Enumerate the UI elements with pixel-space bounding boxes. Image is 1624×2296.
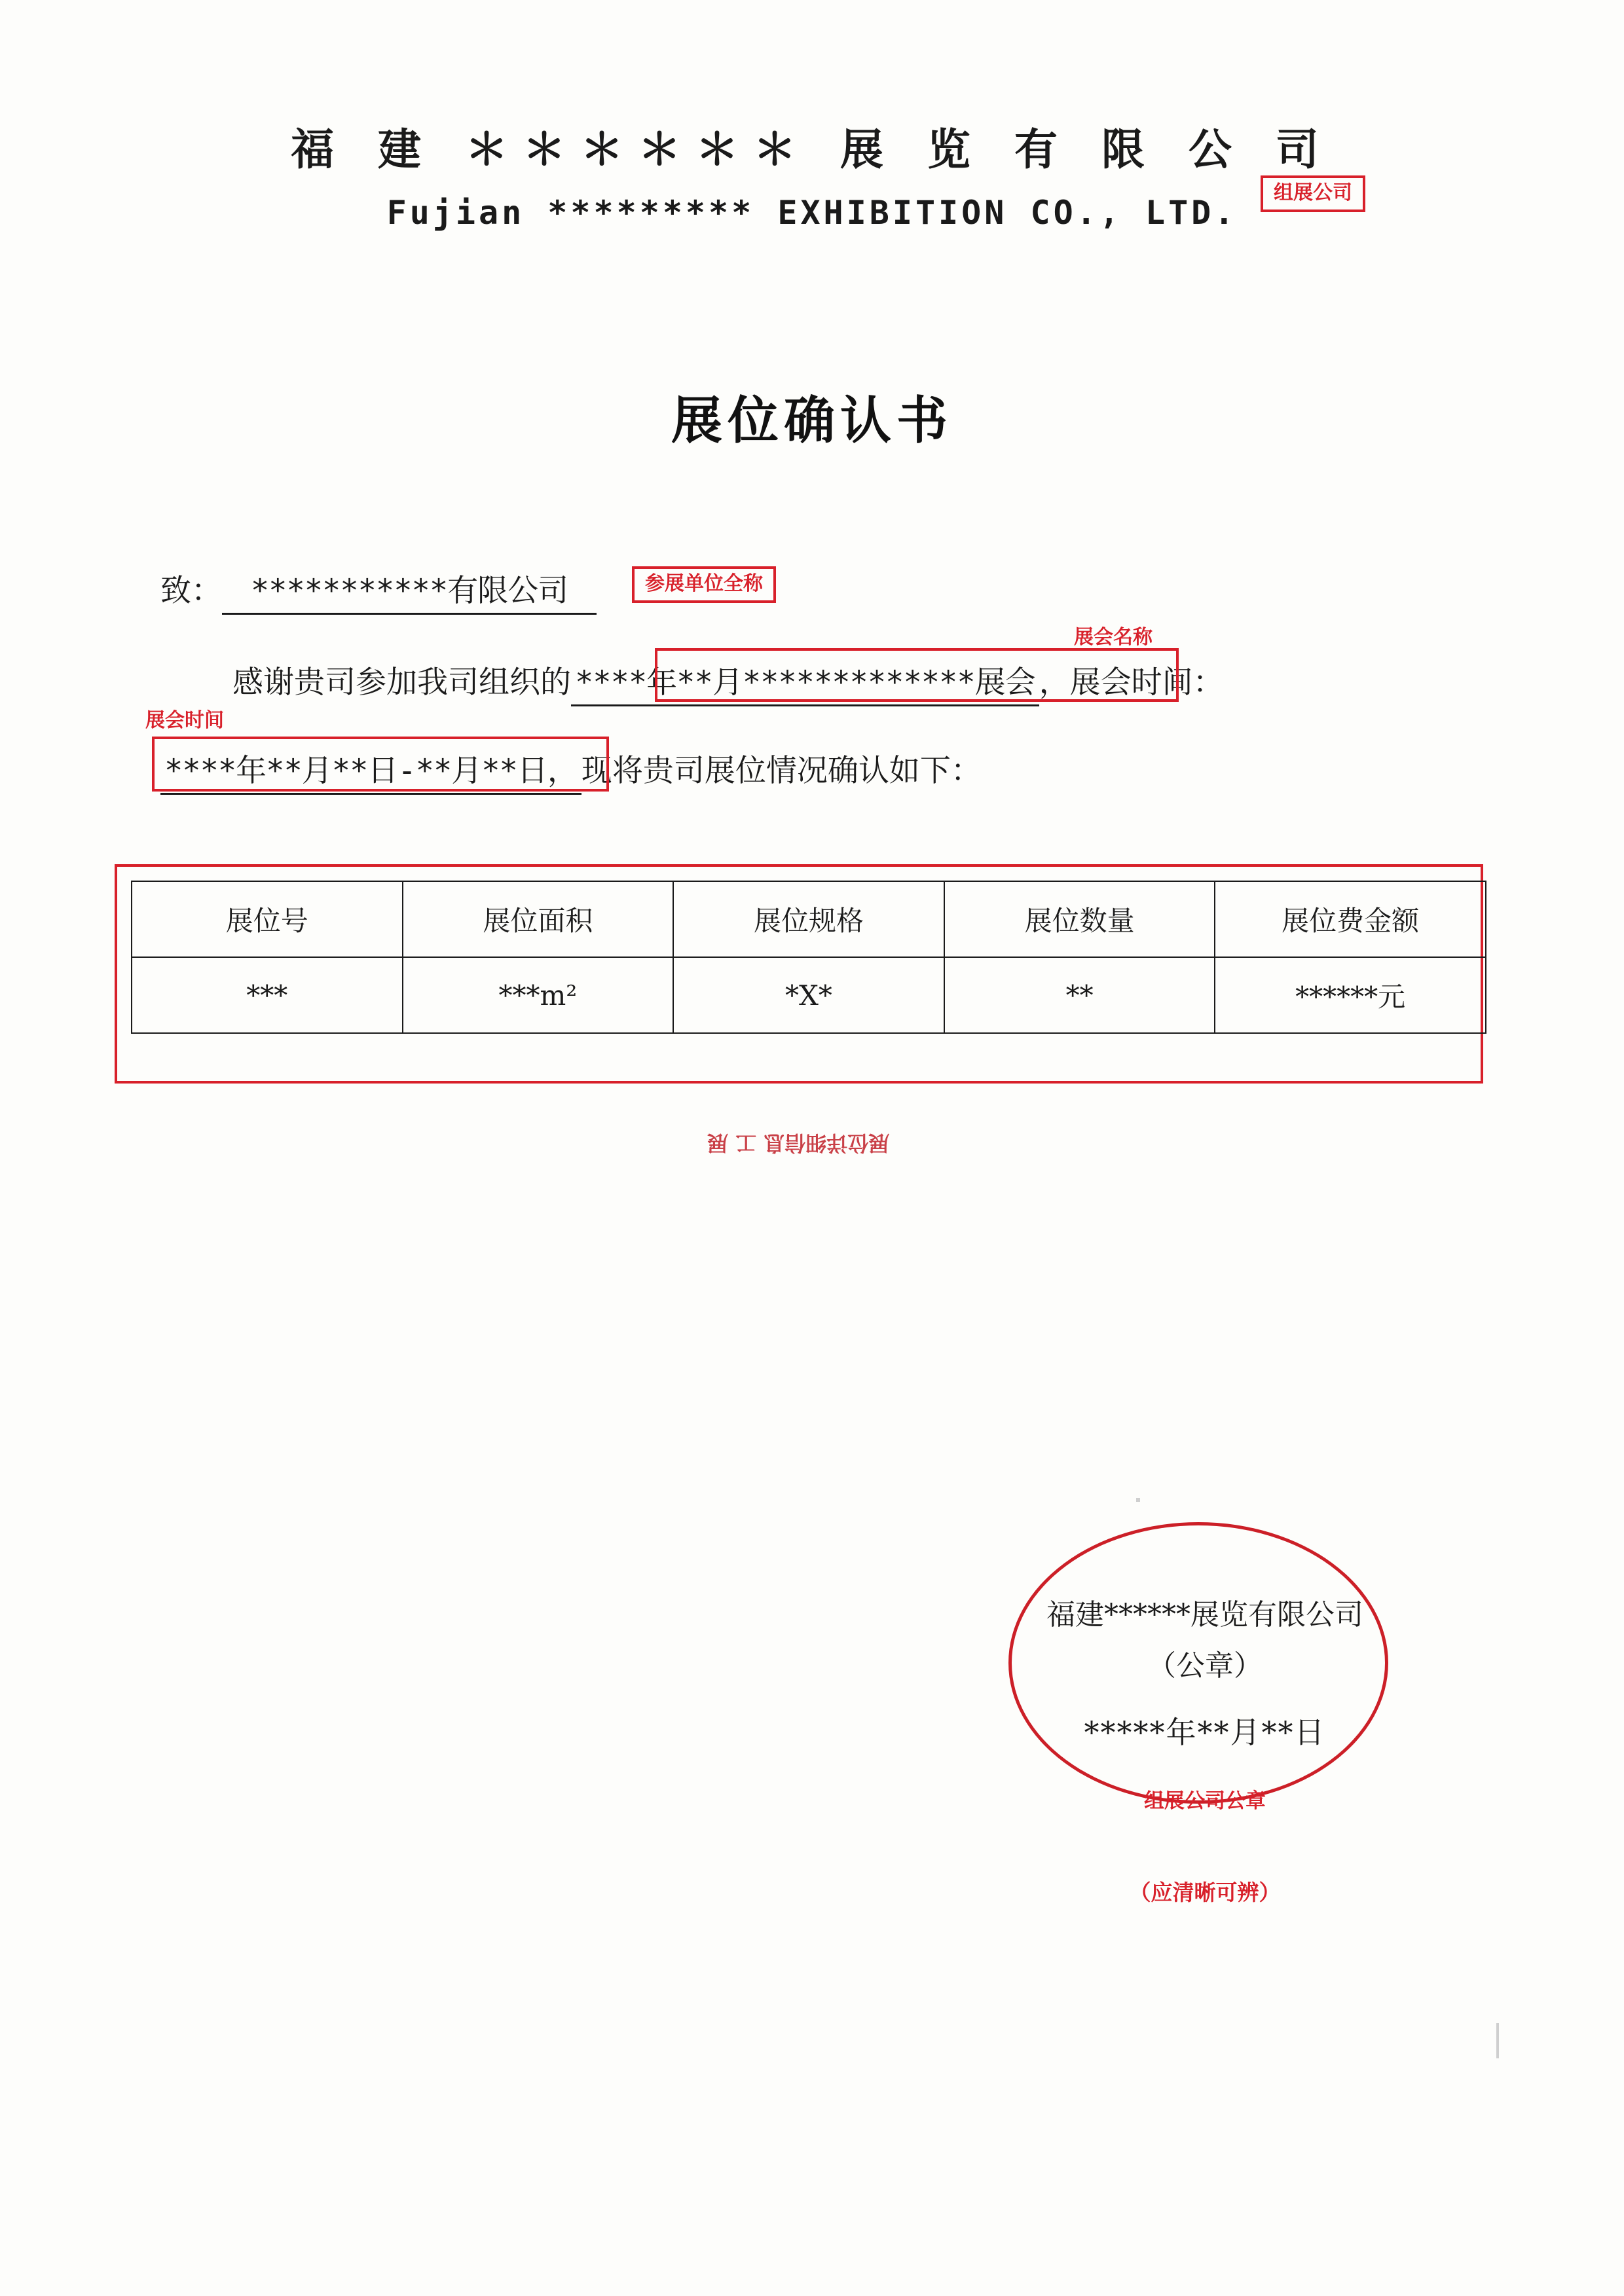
seal-company-name: 福建******展览有限公司 xyxy=(1046,1598,1363,1631)
booth-table-wrap xyxy=(131,881,1486,1034)
scan-artifact-text: 展位详细信息 工 展 xyxy=(707,1131,890,1156)
salutation-prefix: 致： xyxy=(160,573,222,609)
cell-booth-spec: *X* xyxy=(673,957,944,1033)
annotation-fair-date-label: 展会时间 xyxy=(145,709,224,732)
scan-speck xyxy=(1136,1498,1140,1502)
annotation-seal-note: （应清晰可辨） xyxy=(1129,1880,1281,1905)
table-row xyxy=(132,957,1486,1033)
col-header-booth-qty: 展位数量 xyxy=(944,881,1215,957)
fair-name-value: ****年**月*************展会 xyxy=(571,658,1039,706)
cell-booth-area: ***m² xyxy=(403,957,674,1033)
scan-edge-mark xyxy=(1496,2023,1499,2058)
annotation-organizer-company: 组展公司 xyxy=(1261,175,1365,212)
recipient-company-name: ***********有限公司 xyxy=(222,566,597,615)
signature-block xyxy=(982,1591,1428,1752)
table-header-row xyxy=(132,881,1486,957)
booth-table xyxy=(131,881,1486,1034)
cell-booth-qty: ** xyxy=(944,957,1215,1033)
col-header-booth-area: 展位面积 xyxy=(403,881,674,957)
paragraph-date xyxy=(160,746,982,795)
paragraph-date-tail: 现将贵司展位情况确认如下： xyxy=(581,753,982,789)
seal-official-stamp-label: （公章） xyxy=(1147,1649,1263,1683)
paragraph-thanks-tail: ，展会时间： xyxy=(1039,665,1224,701)
seal-date: *****年**月**日 xyxy=(1084,1715,1326,1750)
letterhead xyxy=(0,115,1624,232)
annotation-fair-name-label: 展会名称 xyxy=(1074,626,1153,649)
salutation-row xyxy=(160,566,597,615)
cell-booth-fee: ******元 xyxy=(1215,957,1486,1033)
cell-booth-no: *** xyxy=(132,957,403,1033)
paragraph-thanks xyxy=(232,658,1224,706)
annotation-seal-label: 组展公司公章 xyxy=(1144,1789,1266,1813)
col-header-booth-no: 展位号 xyxy=(132,881,403,957)
col-header-booth-fee: 展位费金额 xyxy=(1215,881,1486,957)
annotation-exhibitor-full-name: 参展单位全称 xyxy=(632,566,776,603)
company-name-cn: 福 建 ＊＊＊＊＊＊ 展 览 有 限 公 司 xyxy=(291,124,1333,175)
page-title: 展位确认书 xyxy=(671,391,953,450)
paragraph-thanks-lead: 感谢贵司参加我司组织的 xyxy=(232,665,571,701)
fair-date-value: ****年**月**日-**月**日， xyxy=(160,746,581,795)
col-header-booth-spec: 展位规格 xyxy=(673,881,944,957)
company-name-en: Fujian ********* EXHIBITION CO., LTD. xyxy=(386,194,1238,232)
